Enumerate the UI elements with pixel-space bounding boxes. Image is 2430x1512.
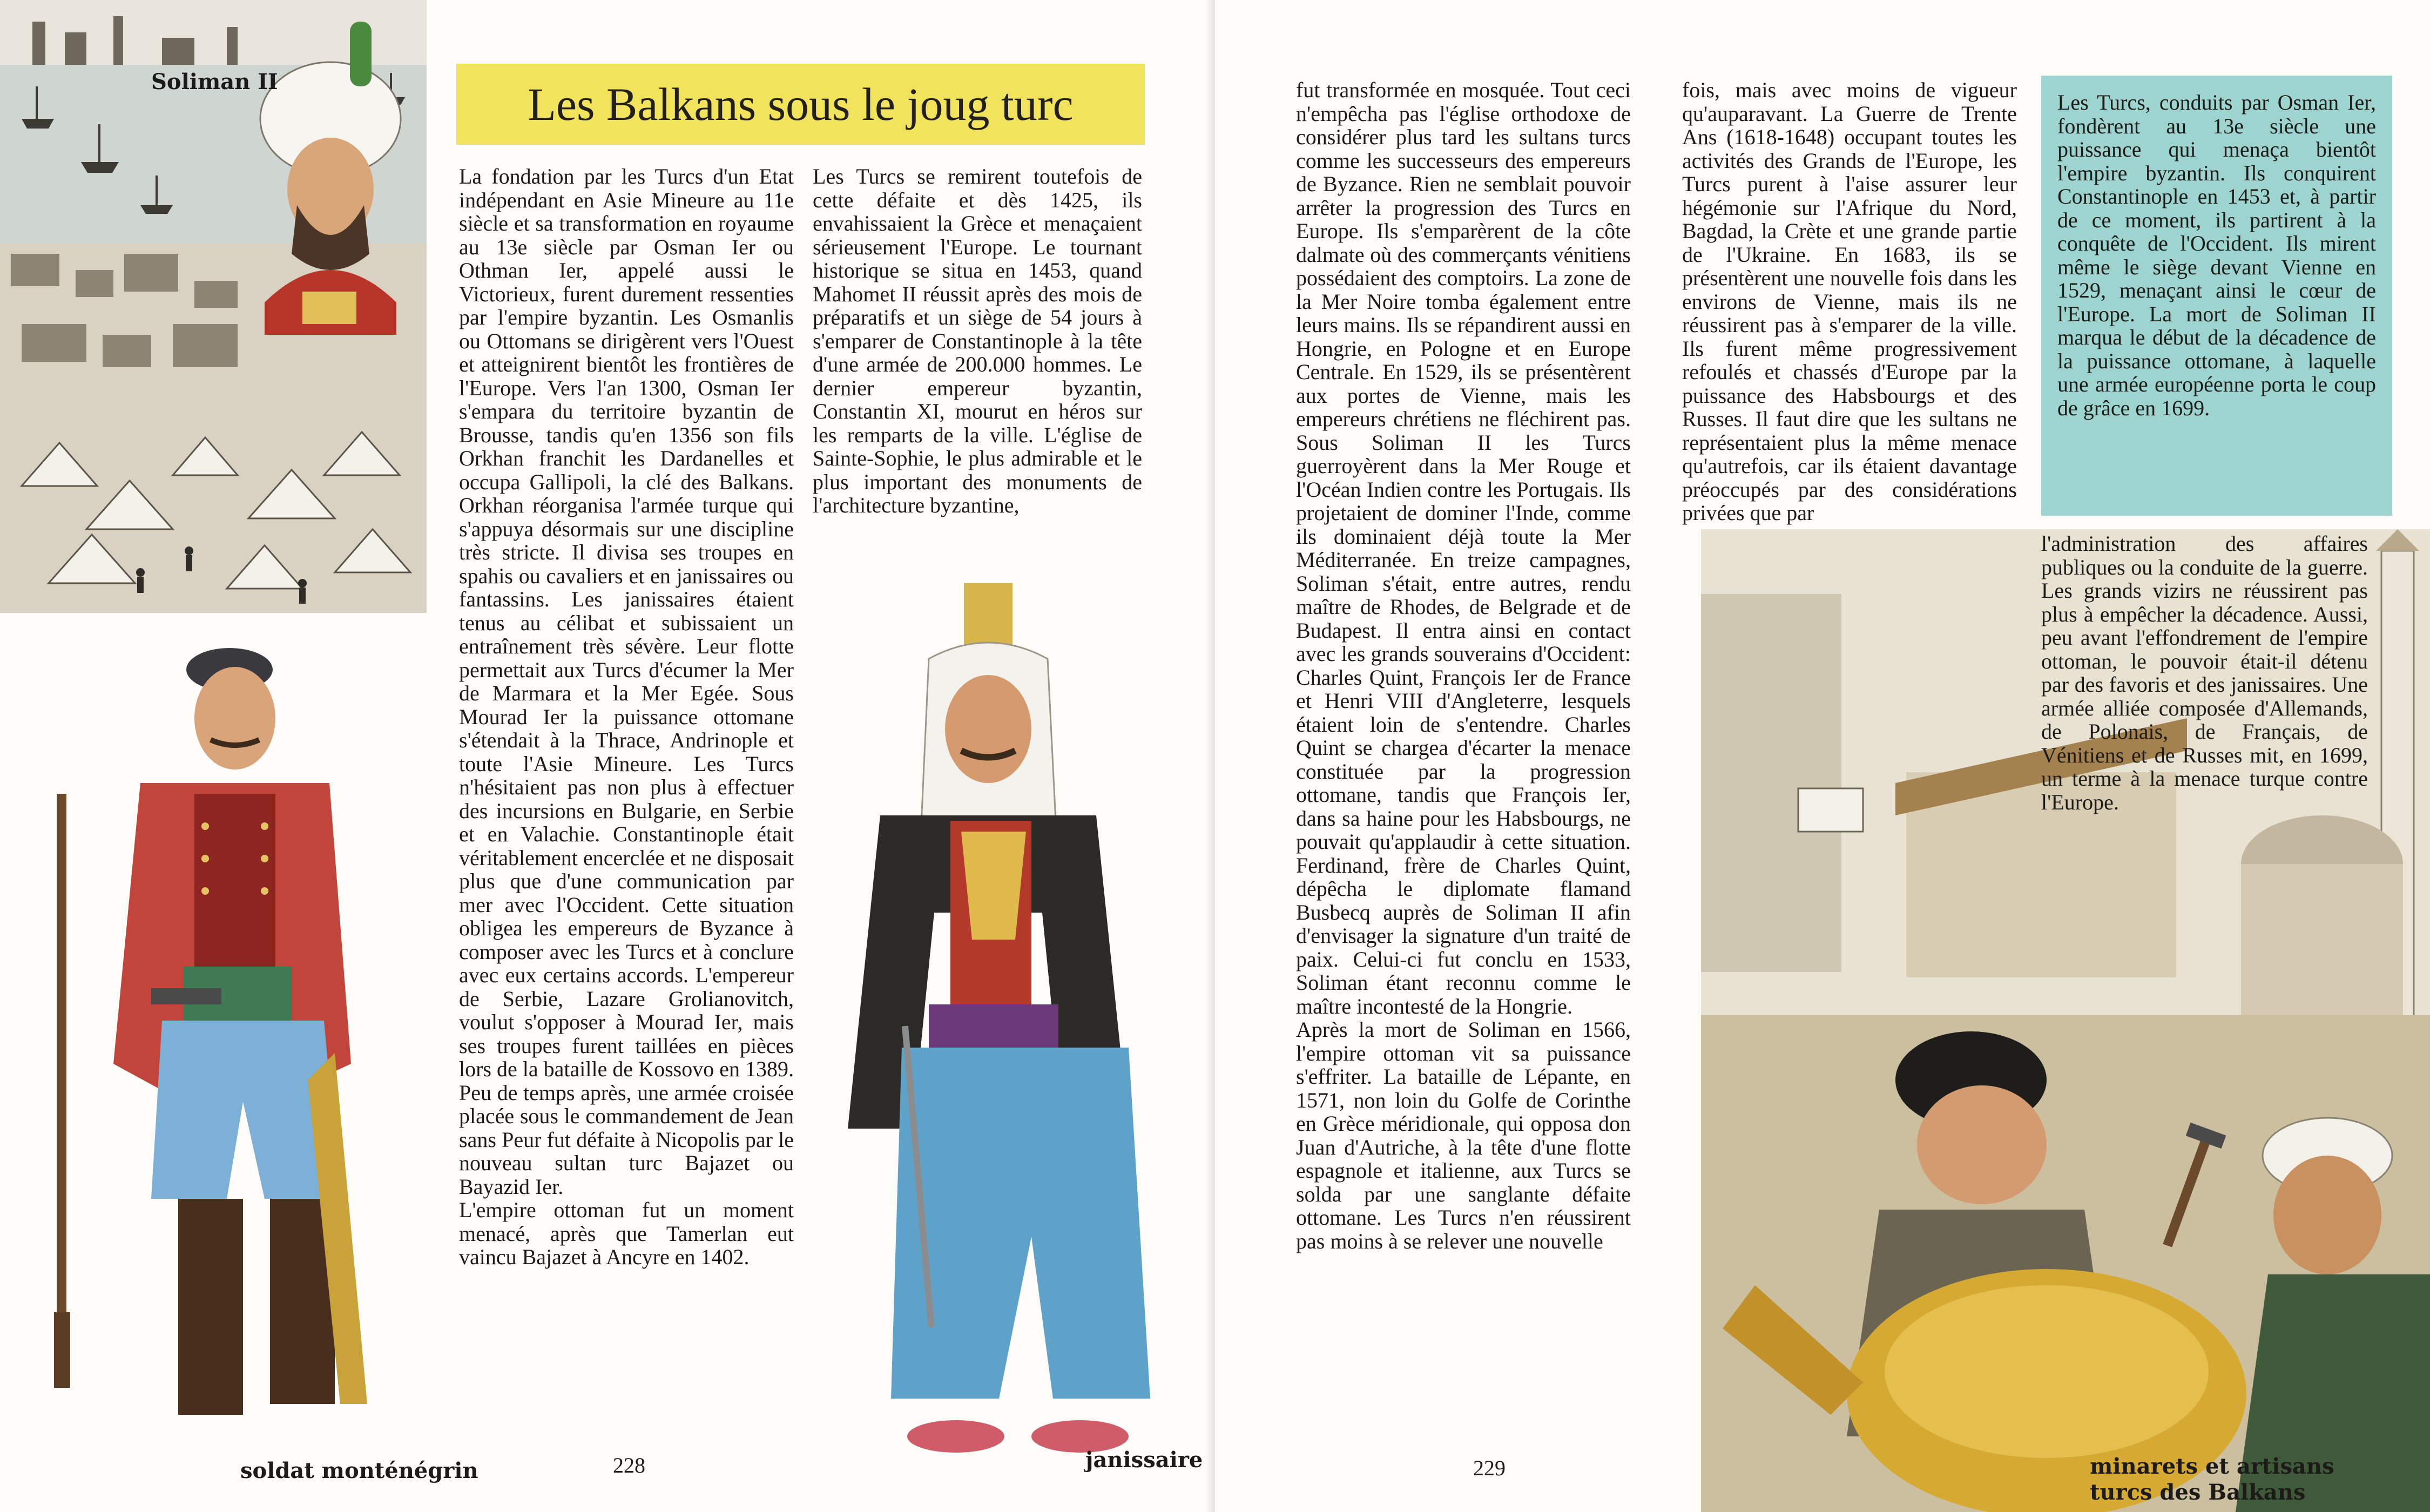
minarets-caption-line-1: minarets et artisans <box>2090 1454 2334 1479</box>
text-column-1 <box>459 165 794 1269</box>
text-column-4 <box>1682 78 2017 525</box>
soliman-caption: Soliman II <box>151 69 278 94</box>
soldat-caption: soldat monténégrin <box>240 1458 478 1483</box>
column-2-paragraph: Les Turcs se remirent toutefois de cette défaite et dès 1425, ils envahissaient la Grèce et menaçaient sérieusement l'Europe. Le tournant historique se situa en 1453, quand Mahomet II réussit après des mois de préparatifs et un siège de 54 jours à s'emparer de Constantinople à la tête d'une armée de 200.000 hommes. Le dernier empereur byzantin, Constantin XI, mourut en héros sur les remparts de la ville. L'église de Sainte-Sophie, le plus admirable et le plus important des monuments de l'architecture byzantine, <box>813 164 1142 517</box>
minarets-caption-line-2: turcs des Balkans <box>2090 1480 2306 1505</box>
page-title: Les Balkans sous le joug turc <box>456 64 1145 145</box>
text-column-5 <box>2041 532 2368 814</box>
column-5-paragraph: l'administration des affaires publiques ou la conduite de la guerre. Les grands vizirs ne réussirent pas plus à empêcher la décadence. Aussi, peu avant l'effondrement de l'empire ottoman, le pouvoir était-il détenu par des favoris et des janissaires. Une armée alliée composée d'Allemands, de Polonais, de Français, de Vénitiens et de Russes mit, en 1699, un terme à la menace turque contre l'Europe. <box>2041 531 2368 814</box>
right-page <box>1215 0 2430 1512</box>
summary-box <box>2041 76 2392 516</box>
summary-text: Les Turcs, conduits par Osman Ier, fondèrent au 13e siècle une puissance qui menaça bientôt l'empire byzantin. Ils conquirent Constantinople en 1453 et, à partir de ce moment, ils partirent à la conquête de l'Occident. Ils mirent même le siège devant Vienne en 1529, menaçant ainsi le cœur de l'Europe. La mort de Soliman II marqua le début de la décadence de la puissance ottomane, à laquelle une armée européenne porta le coup de grâce en 1699. <box>2057 90 2376 420</box>
column-4-paragraph: fois, mais avec moins de vigueur qu'auparavant. La Guerre de Trente Ans (1618-1648) occupant toutes les activités des Grands de l'Europe, les Turcs purent à l'aise assurer leur hégémonie sur l'Afrique du Nord, Bagdad, la Crète et une grande partie de l'Ukraine. En 1683, ils se présentèrent une nouvelle fois dans les environs de Vienne, mais ils ne réussirent pas à s'emparer de la ville. Ils furent même progressivement refoulés et chassés d'Europe par la puissance des Habsbourgs et des Russes. Il faut dire que les sultans ne représentaient plus la même menace qu'autrefois, car ils étaient davantage préoccupés par des considérations privées que par <box>1682 78 2017 525</box>
page-number-right: 229 <box>1473 1456 1506 1480</box>
janissary-illustration <box>821 562 1210 1490</box>
montenegrin-soldier-illustration <box>32 621 459 1463</box>
column-3-paragraph-2: Après la mort de Soliman en 1566, l'empire ottoman vit sa puissance s'effriter. La bataille de Lépante, en 1571, non loin du Golfe de Corinthe en Grèce méridionale, qui opposa don Juan d'Autriche, à la tête d'une flotte espagnole et italienne, aux Turcs se solda par une sanglante défaite ottomane. Les Turcs n'en réussirent pas moins à se relever une nouvelle <box>1296 1017 1631 1253</box>
text-column-3 <box>1296 78 1631 1253</box>
minarets-caption <box>2090 1454 2334 1506</box>
text-column-2 <box>813 165 1142 517</box>
page-number-left: 228 <box>613 1453 645 1477</box>
column-1-paragraph-2: L'empire ottoman fut un moment menacé, après que Tamerlan eut vaincu Bajazet à Ancyre en 1402. <box>459 1198 794 1269</box>
column-3-paragraph-1: fut transformée en mosquée. Tout ceci n'empêcha pas l'église orthodoxe de considérer plus tard les sultans turcs comme les successeurs des empereurs de Byzance. Rien ne semblait pouvoir arrêter la progression des Turcs en Europe. Ils s'emparèrent de la côte dalmate où des commerçants vénitiens possédaient des comptoirs. La zone de la Mer Noire tomba également entre leurs mains. Ils se répandirent aussi en Hongrie, en Pologne et en Europe Centrale. En 1529, ils se présentèrent aux portes de Vienne, mais les empereurs chrétiens ne fléchirent pas. Sous Soliman II les Turcs guerroyèrent dans la Mer Rouge et l'Océan Indien contre les Portugais. Ils projetaient de dominer l'Inde, comme ils dominaient déjà toute la Mer Méditerranée. En treize campagnes, Soliman s'était, entre autres, rendu maître de Rhodes, de Belgrade et de Budapest. Il entra ainsi en contact avec les grands souverains d'Occident: Charles Quint, François Ier de France et Henri VIII d'Angleterre, lesquels étaient loin de s'entendre. Charles Quint se chargea d'écarter la menace constituée par la progression ottomane, tandis que François Ier, dans sa haine pour les Habsbourgs, ne pouvait qu'applaudir à cette situation. Ferdinand, frère de Charles Quint, dépêcha le diplomate flamand Busbecq auprès de Soliman II afin d'envisager la signature d'un traité de paix. Celui-ci fut conclu en 1533, Soliman étant reconnu comme le maître incontesté de la Hongrie. <box>1296 78 1631 1018</box>
janissaire-caption: janissaire <box>1085 1447 1203 1473</box>
column-1-paragraph-1: La fondation par les Turcs d'un Etat indépendant en Asie Mineure au 11e siècle et sa transformation en royaume au 13e siècle par Osman Ier ou Othman Ier, appelé aussi le Victorieux, furent durement ressenties par l'empire byzantin. Les Osmanlis ou Ottomans se dirigèrent vers l'Ouest et atteignirent bientôt les frontières de l'Europe. Vers l'an 1300, Osman Ier s'empara du territoire byzantin de Brousse, tandis qu'en 1356 son fils Orkhan franchit les Dardanelles et occupa Gallipoli, la clé des Balkans. Orkhan réorganisa l'armée turque qui s'appuya désormais sur une discipline très stricte. Il divisa ses troupes en spahis ou cavaliers et en janissaires ou fantassins. Les janissaires étaient tenus au célibat et subissaient un entraînement très sévère. Leur flotte permettait aux Turcs d'écumer la Mer de Marmara et la Mer Egée. Sous Mourad Ier la puissance ottomane s'étendait à la Thrace, Andrinople et toute l'Asie Mineure. Les Turcs n'hésitaient pas non plus à effectuer des incursions en Bulgarie, en Serbie et en Valachie. Constantinople était véritablement encerclée et ne disposait plus que d'une communication par mer avec l'Occident. Cette situation obligea les empereurs de Byzance à composer avec les Turcs et à conclure avec eux certains accords. L'empereur de Serbie, Lazare Grolianovitch, voulut s'opposer à Mourad Ier, mais ses troupes furent taillées en pièces lors de la bataille de Kossovo en 1389. Peu de temps après, une armée croisée placée sous le commandement de Jean sans Peur fut défaite à Nicopolis par le nouveau sultan turc Bajazet ou Bayazid Ier. <box>459 164 794 1199</box>
